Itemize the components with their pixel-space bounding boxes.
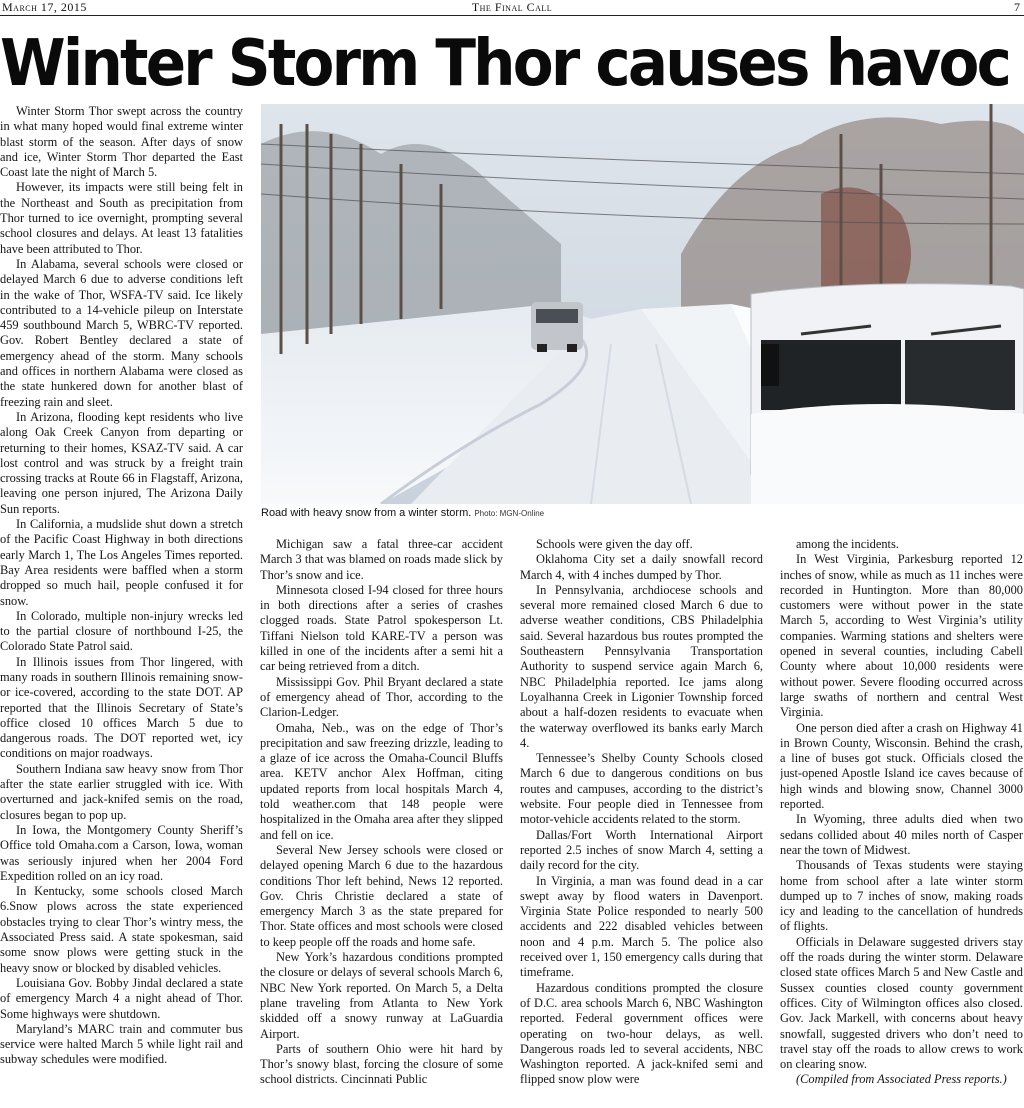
article-paragraph: In Kentucky, some schools closed March 6.Snow plows across the state experienced obstacles trying to clear Thor’s wintry mess, the Associated Press said. A state spokesman, said some snow plows were getting stuck in the heavy snow or blocked by disabled vehicles.: [0, 884, 243, 975]
article-paragraph: Thousands of Texas students were staying home from school after a late winter storm dumped up to 7 inches of snow, making roads icy and leading to the cancellation of hundreds of flights.: [780, 858, 1023, 934]
article-paragraph: In West Virginia, Parkesburg reported 12 inches of snow, while as much as 11 inches were recorded in Huntington. More than 80,000 customers were without power in the state March 5, according to West Virginia’s utility companies. Warming stations and shelters were opened in several counties, including Cabell County where about 10,000 residents were without power. Severe flooding occurred across large swaths of northern and central West Virginia.: [780, 552, 1023, 720]
article-paragraph: Mississippi Gov. Phil Bryant declared a state of emergency ahead of Thor, according to the Clarion-Ledger.: [260, 674, 503, 720]
page-folio: [0, 0, 1024, 16]
caption-text: Road with heavy snow from a winter storm.: [261, 507, 472, 519]
snowy-road-image: [261, 104, 1024, 504]
storm-photo: [261, 104, 1024, 504]
article-paragraph: Maryland’s MARC train and commuter bus service were halted March 5 while light rail and subway schedules were modified.: [0, 1021, 243, 1067]
article-paragraph: Schools were given the day off.: [536, 537, 693, 551]
article-column-2: [260, 537, 503, 1108]
article-paragraph: Louisiana Gov. Bobby Jindal declared a state of emergency March 4 a night ahead of Thor. Some highways were shutdown.: [0, 975, 243, 1021]
article-paragraph: (Compiled from Associated Press reports.): [796, 1072, 1007, 1087]
article-paragraph: Several New Jersey schools were closed or delayed opening March 6 due to the hazardous conditions Thor left behind, News 12 reported. Gov. Chris Christie declared a state of emergency March 3 as the state prepared for Thor. State offices and most schools were closed to keep people off the roads and home safe.: [260, 842, 503, 949]
page-number: 7: [1014, 0, 1020, 14]
article-paragraph: New York’s hazardous conditions prompted the closure or delays of several schools March 6, NBC New York reported. On March 5, a Delta plane traveling from Atlanta to New York skidded off a snowy runway at LaGuardia Airport.: [260, 950, 503, 1041]
photo-credit: Photo: MGN-Online: [474, 509, 545, 518]
article-paragraph: Winter Storm Thor swept across the country in what many hoped would final extreme winter blast storm of the season. After days of snow and ice, Winter Storm Thor departed the East Coast late the night of March 5.: [0, 104, 243, 180]
article-paragraph: Oklahoma City set a daily snowfall record March 4, with 4 inches dumped by Thor.: [520, 552, 763, 582]
article-paragraph: In Virginia, a man was found dead in a car swept away by flood waters in Davenport. Virginia State Police responded to nearly 500 accidents and 222 disabled vehicles between noon and 4 p.m. March 5. The police also received over 1, 150 emergency calls during that timeframe.: [520, 873, 763, 980]
article-paragraph: Officials in Delaware suggested drivers stay off the roads during the winter storm. Delaware closed state offices March 5 and New Castle and Sussex counties closed county government offices. City of Wilmington offices also closed. Gov. Jack Markell, with concerns about heavy snowfall, suggested drivers who don’t need to travel stay off the roads to allow crews to work on clearing snow.: [780, 934, 1023, 1072]
article-paragraph: Michigan saw a fatal three-car accident March 3 that was blamed on roads made slick by Thor’s snow and ice.: [260, 537, 503, 582]
header-rule: [0, 15, 1024, 16]
article-paragraph: Tennessee’s Shelby County Schools closed March 6 due to dangerous conditions on bus routes and campuses, according to the district’s website. Four people died in Tennessee from motor-vehicle accidents related to the storm.: [520, 751, 763, 827]
article-paragraph: In Iowa, the Montgomery County Sheriff’s Office told Omaha.com a Carson, Iowa, woman was seriously injured when her 2004 Ford Expedition rolled on an icy road.: [0, 822, 243, 883]
headline: Winter Storm Thor causes havoc: [0, 27, 1010, 101]
photo-caption: [261, 506, 1024, 520]
article-paragraph: In Illinois issues from Thor lingered, with many roads in southern Illinois remaining snow- or ice-covered, according to the state DOT. AP reported that the Illinois Secretary of State’s office closed 10 offices March 5 due to dangerous roads. The DOT reported wet, icy conditions on major roadways.: [0, 654, 243, 761]
article-paragraph: In Pennsylvania, archdiocese schools and several more remained closed March 6 due to adverse weather conditions, CBS Philadelphia said. Several hazardous bus routes prompted the Southeastern Pennsylvania Transportation Authority to suspend service again March 6, NBC Philadelphia reported. Ice jams along Loyalhanna Creek in Ligonier Township forced about a half-dozen residents to evacuate when the waterway overflowed its banks early March 4.: [520, 582, 763, 750]
issue-date: March 17, 2015: [2, 0, 87, 14]
article-paragraph: In Arizona, flooding kept residents who live along Oak Creek Canyon from departing or returning to their homes, KSAZ-TV said. A car lost control and was struck by a freight train crossing tracks at Route 66 in Flagstaff, Arizona, leaving one person injured, The Arizona Daily Sun reports.: [0, 409, 243, 516]
article-paragraph: In Wyoming, three adults died when two sedans collided about 40 miles north of Casper near the town of Midwest.: [780, 812, 1023, 857]
article-paragraph: Southern Indiana saw heavy snow from Thor after the state earlier struggled with ice. With overturned and jack-knifed semis on the road, closures began to pop up.: [0, 761, 243, 822]
article-paragraph: However, its impacts were still being felt in the Northeast and South as precipitation from Thor turned to ice overnight, prompting several school closures and delays. At least 13 fatalities have been attributed to Thor.: [0, 180, 243, 256]
article-paragraph: among the incidents.: [796, 537, 899, 551]
article-paragraph: Omaha, Neb., was on the edge of Thor’s precipitation and saw freezing drizzle, leading to a glaze of ice across the Omaha-Council Bluffs area. KETV anchor Alex Hoffman, citing updated reports from local hospitals March 4, told weather.com that 148 people were hospitalized in the Omaha area after they slipped and fell on ice.: [260, 720, 503, 842]
article-column-4: [780, 537, 1023, 1108]
article-paragraph: Dallas/Fort Worth International Airport reported 2.5 inches of snow March 4, setting a daily record for the city.: [520, 827, 763, 873]
article-paragraph: One person died after a crash on Highway 41 in Brown County, Wisconsin. Behind the crash, a line of buses got stuck. Officials closed the just-opened Apostle Island ice caves because of high winds and blowing snow, Channel 3000 reported.: [780, 720, 1023, 812]
paper-name: The Final Call: [471, 0, 553, 14]
article-paragraph: Hazardous conditions prompted the closure of D.C. area schools March 6, NBC Washington reported. Federal government offices were operating on two-hour delays, as well. Dangerous roads led to several accidents, NBC Washington reported. A jack-knifed semi and flipped snow plow were: [520, 980, 763, 1087]
snow-covered-truck: [751, 284, 1024, 504]
article-paragraph: In Colorado, multiple non-injury wrecks led to the partial closure of northbound I-25, the Colorado State Patrol said.: [0, 608, 243, 654]
article-column-1: [0, 104, 243, 1108]
article-column-3: [520, 537, 763, 1108]
article-paragraph: Minnesota closed I-94 closed for three hours in both directions after a series of crashes clogged roads. State Patrol spokesperson Lt. Tiffani Nielson told KARE-TV a person was killed in one of the incidents after a semi hit a car being retrieved from a ditch.: [260, 582, 503, 674]
article-paragraph: In California, a mudslide shut down a stretch of the Pacific Coast Highway in both directions early March 1, The Los Angeles Times reported. Bay Area residents were baffled when a storm dropped so much hail, people confused it for snow.: [0, 517, 243, 608]
article-paragraph: Parts of southern Ohio were hit hard by Thor’s snowy blast, forcing the closure of some school districts. Cincinnati Public: [260, 1041, 503, 1087]
article-paragraph: In Alabama, several schools were closed or delayed March 6 due to adverse conditions left in the wake of Thor, WSFA-TV said. Ice likely contributed to a 14-vehicle pileup on Interstate 459 southbound March 5, WBRC-TV reported. Gov. Robert Bentley declared a state of emergency ahead of the storm. Many schools and offices in northern Alabama were closed as the state hunkered down for another blast of freezing rain and sleet.: [0, 256, 243, 409]
